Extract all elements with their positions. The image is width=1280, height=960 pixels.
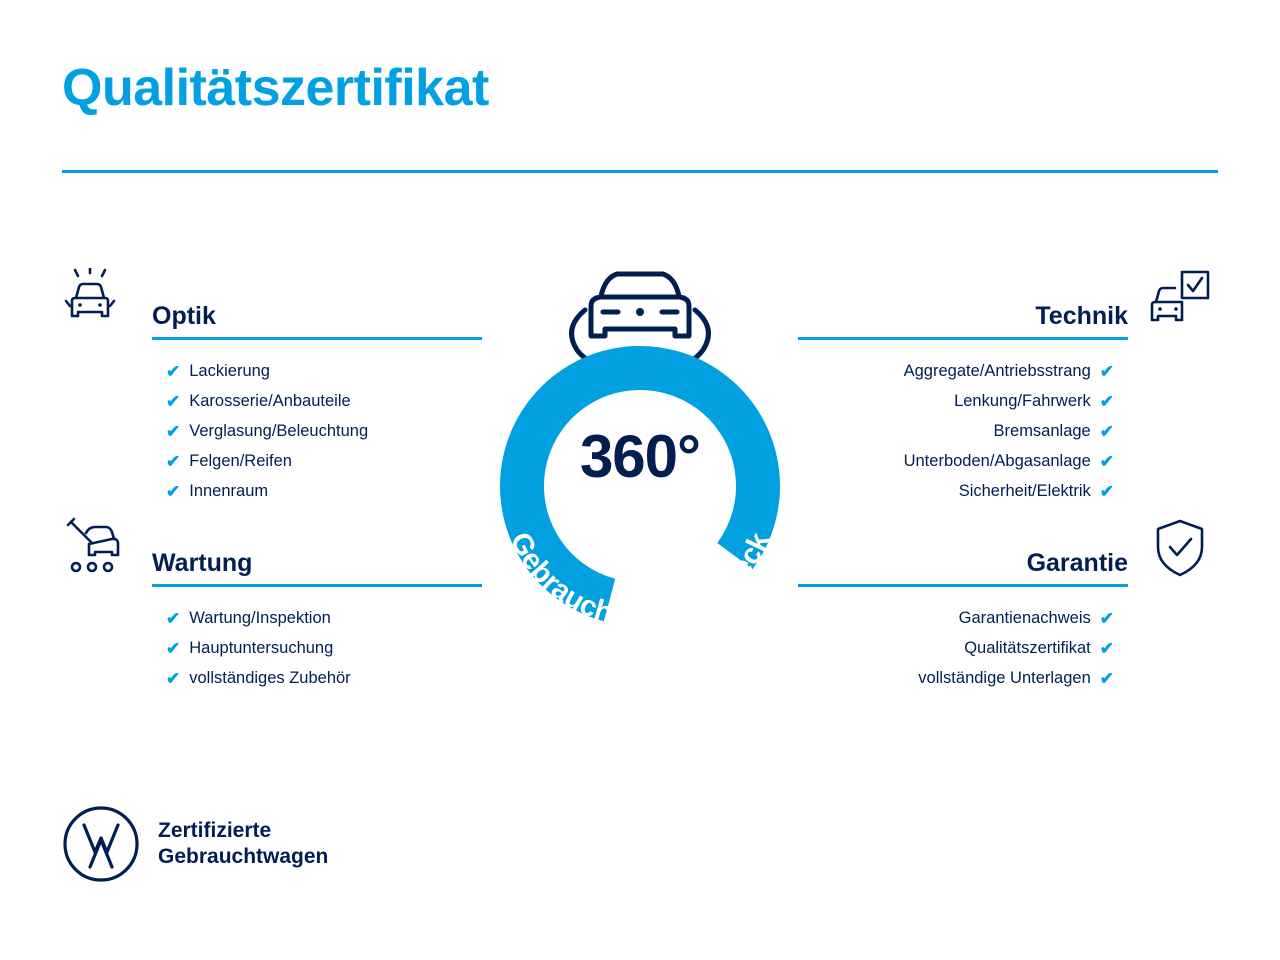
list-item — [166, 633, 482, 663]
list-item-label: Hauptuntersuchung — [189, 639, 334, 657]
list-item-label: Lenkung/Fahrwerk — [954, 392, 1091, 410]
list-item — [798, 476, 1114, 506]
list-item-label: Sicherheit/Elektrik — [958, 482, 1091, 500]
list-item — [798, 416, 1114, 446]
section-garantie — [798, 515, 1218, 693]
list-item-label: Felgen/Reifen — [189, 452, 292, 470]
heading-divider-garantie — [798, 584, 1128, 587]
check-icon: ✔ — [166, 608, 181, 628]
section-optik — [62, 268, 482, 506]
list-item — [798, 633, 1114, 663]
list-item — [166, 356, 482, 386]
list-item — [798, 663, 1114, 693]
list-item — [166, 663, 482, 693]
list-item — [798, 386, 1114, 416]
section-heading-garantie: Garantie — [1026, 549, 1128, 577]
list-item — [166, 476, 482, 506]
check-icon: ✔ — [166, 451, 181, 471]
list-item-label: vollständiges Zubehör — [189, 669, 351, 687]
check-icon: ✔ — [166, 391, 181, 411]
page-title: Qualitätszertifikat — [62, 59, 489, 117]
list-item — [166, 386, 482, 416]
list-item-label: Wartung/Inspektion — [189, 609, 331, 627]
check-icon: ✔ — [166, 481, 181, 501]
shield-check-icon — [1142, 515, 1218, 587]
checklist-optik — [62, 356, 482, 506]
check-icon: ✔ — [166, 421, 181, 441]
section-heading-technik: Technik — [1035, 302, 1128, 330]
footer-line-2: Gebrauchtwagen — [158, 845, 329, 868]
list-item — [166, 603, 482, 633]
list-item-label: Innenraum — [189, 482, 269, 500]
check-icon: ✔ — [166, 638, 181, 658]
vw-logo — [62, 805, 140, 883]
footer-line-1: Zertifizierte — [158, 818, 272, 842]
check-icon: ✔ — [166, 361, 181, 381]
list-item-label: Aggregate/Antriebsstrang — [903, 362, 1091, 380]
footer-brand — [62, 805, 328, 883]
list-item-label: Verglasung/Beleuchtung — [189, 422, 369, 440]
check-icon: ✔ — [1099, 391, 1114, 411]
list-item — [166, 416, 482, 446]
section-wartung — [62, 515, 482, 693]
list-item-label: Qualitätszertifikat — [964, 639, 1091, 657]
list-item-label: Garantienachweis — [958, 609, 1091, 627]
car-check-icon — [1142, 268, 1218, 340]
badge-degrees-label: 360° — [579, 423, 701, 490]
check-icon: ✔ — [1099, 608, 1114, 628]
title-divider — [62, 170, 1218, 173]
heading-divider-technik — [798, 337, 1128, 340]
check-icon: ✔ — [1099, 421, 1114, 441]
list-item — [798, 446, 1114, 476]
check-icon: ✔ — [1099, 638, 1114, 658]
check-icon: ✔ — [1099, 668, 1114, 688]
badge-ring-text: Gebrauchtwagen-Check — [503, 527, 777, 634]
list-item — [798, 356, 1114, 386]
checklist-technik — [798, 356, 1218, 506]
check-icon: ✔ — [166, 668, 181, 688]
checklist-wartung — [62, 603, 482, 693]
section-heading-optik: Optik — [152, 302, 216, 330]
heading-divider-optik — [152, 337, 482, 340]
car-lift-icon — [62, 515, 138, 587]
list-item-label: Bremsanlage — [993, 422, 1091, 440]
list-item-label: vollständige Unterlagen — [918, 669, 1091, 687]
gebrauchtwagen-check-badge — [455, 250, 825, 640]
list-item — [166, 446, 482, 476]
footer-text — [158, 818, 328, 871]
list-item-label: Karosserie/Anbauteile — [189, 392, 351, 410]
check-icon: ✔ — [1099, 451, 1114, 471]
list-item — [798, 603, 1114, 633]
list-item-label: Lackierung — [189, 362, 270, 380]
list-item-label: Unterboden/Abgasanlage — [903, 452, 1091, 470]
check-icon: ✔ — [1099, 361, 1114, 381]
checklist-garantie — [798, 603, 1218, 693]
section-technik — [798, 268, 1218, 506]
heading-divider-wartung — [152, 584, 482, 587]
car-shine-icon — [62, 268, 138, 340]
check-icon: ✔ — [1099, 481, 1114, 501]
section-heading-wartung: Wartung — [152, 549, 253, 577]
